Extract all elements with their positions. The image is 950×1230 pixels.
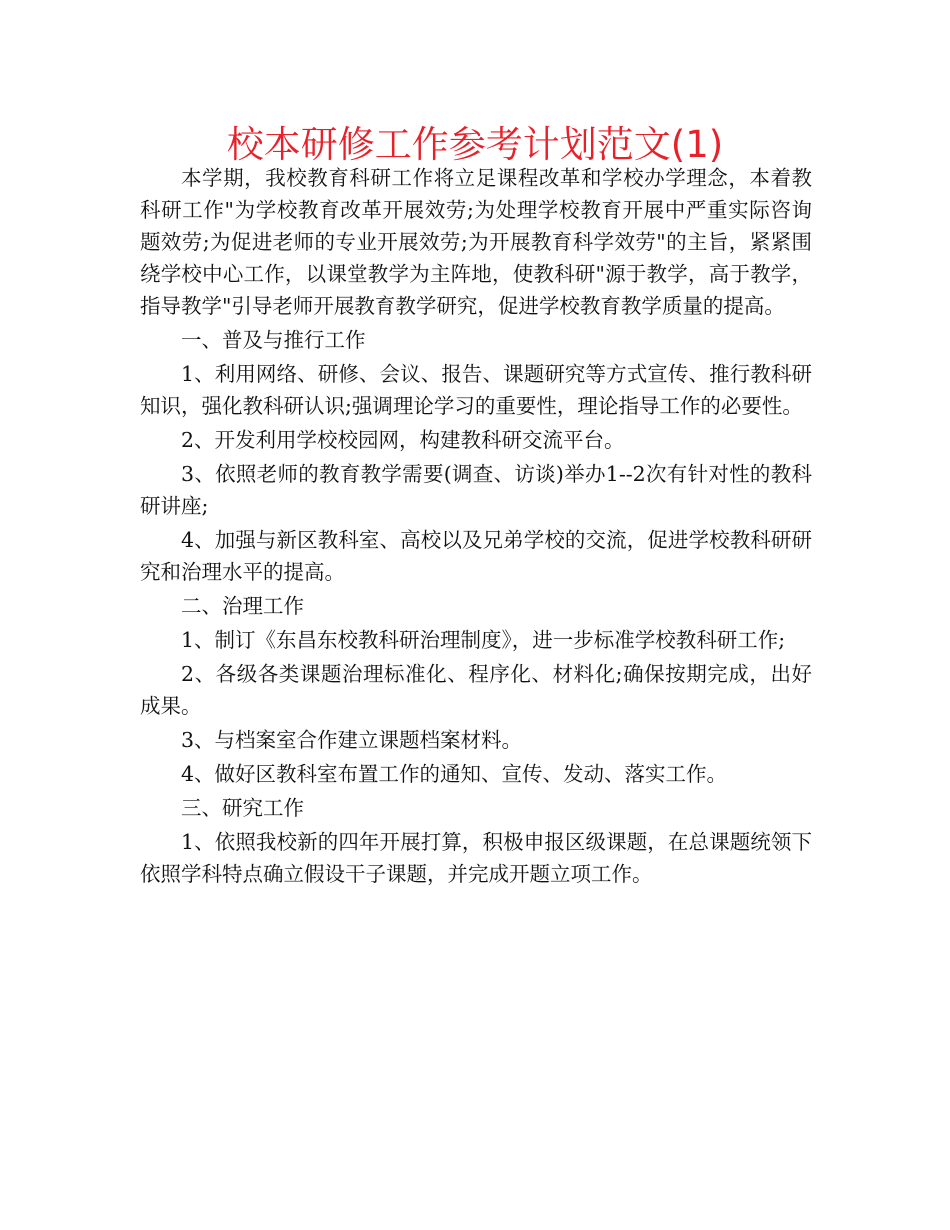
document-body xyxy=(140,162,812,892)
section-heading-1: 一、普及与推行工作 xyxy=(181,328,366,352)
section-heading-2: 二、治理工作 xyxy=(181,594,304,618)
section-3-item-1: 1、依照我校新的四年开展打算，积极申报区级课题，在总课题统领下依照学科特点确立假设干子课题，并完成开题立项工作。 xyxy=(140,830,812,886)
intro-paragraph: 本学期，我校教育科研工作将立足课程改革和学校办学理念，本着教科研工作"为学校教育改革开展效劳;为处理学校教育开展中严重实际咨询题效劳;为促进老师的专业开展效劳;为开展教育科学效劳"的主旨，紧紧围绕学校中心工作，以课堂教学为主阵地，使教科研"源于教学，高于教学，指导教学"引导老师开展教育教学研究，促进学校教育教学质量的提高。 xyxy=(140,166,812,318)
document-title: 校本研修工作参考计划范文(1) xyxy=(226,123,724,166)
section-1-item-4: 4、加强与新区教科室、高校以及兄弟学校的交流，促进学校教科研研究和治理水平的提高。 xyxy=(140,528,812,584)
section-2-item-3: 3、与档案室合作建立课题档案材料。 xyxy=(181,728,523,752)
section-2-item-2: 2、各级各类课题治理标准化、程序化、材料化;确保按期完成，出好成果。 xyxy=(140,662,812,718)
section-1-item-3: 3、依照老师的教育教学需要(调查、访谈)举办1--2次有针对性的教科研讲座; xyxy=(140,462,812,518)
section-1-item-2: 2、开发利用学校校园网，构建教科研交流平台。 xyxy=(181,428,625,452)
section-heading-3: 三、研究工作 xyxy=(181,796,304,820)
section-2-item-4: 4、做好区教科室布置工作的通知、宣传、发动、落实工作。 xyxy=(181,762,728,786)
section-1-item-1: 1、利用网络、研修、会议、报告、课题研究等方式宣传、推行教科研知识，强化教科研认识;强调理论学习的重要性，理论指导工作的必要性。 xyxy=(140,362,812,418)
section-2-item-1: 1、制订《东昌东校教科研治理制度》，进一步标准学校教科研工作; xyxy=(181,628,786,652)
